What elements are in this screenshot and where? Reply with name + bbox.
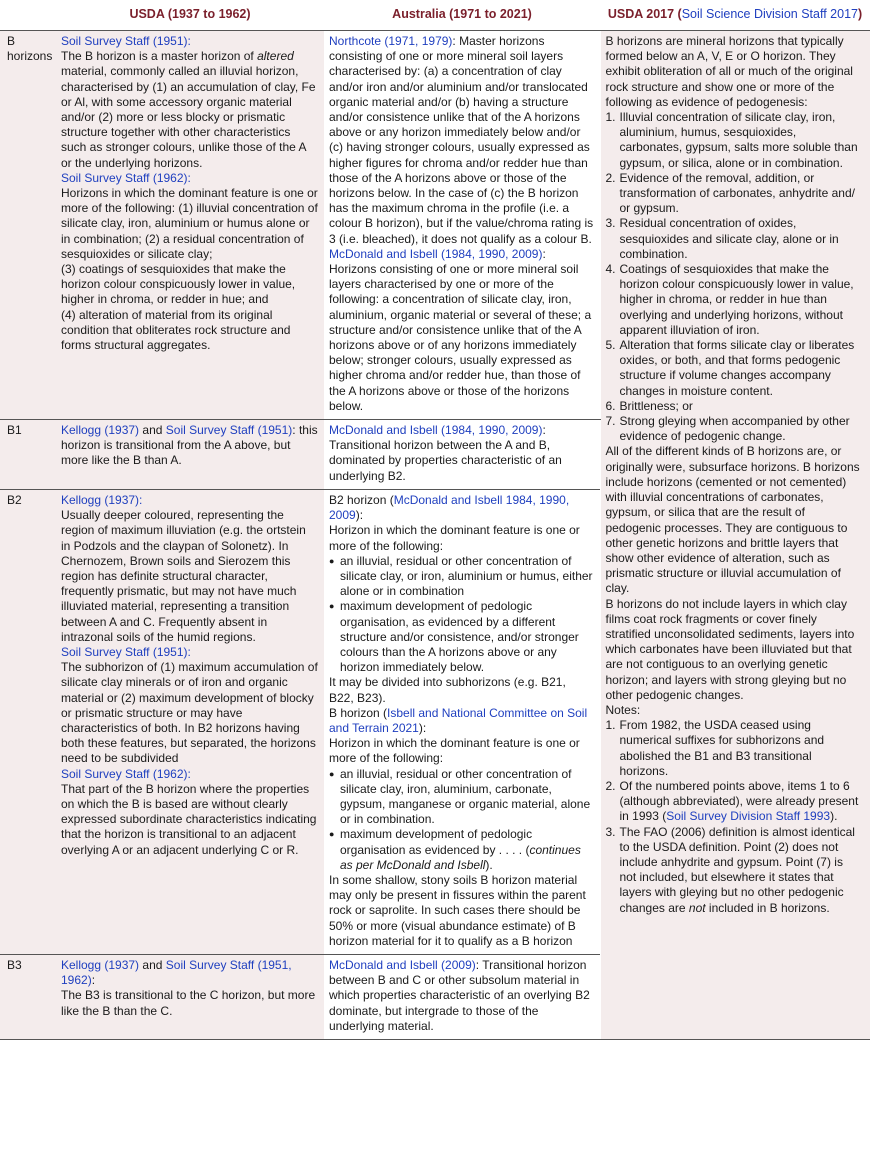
list-item: 4. Coatings of sesquioxides that make the horizon colour conspicuously lower in value, higher in chroma, or redder in hue than overlying and underlying horizons, without apparent illuviation of iron. [605, 262, 854, 337]
list-item: ● an illuvial, residual or other concentration of silicate clay, or iron, aluminium or humus, either alone or in combination [340, 554, 594, 600]
cell-aus-b1: McDonald and Isbell (1984, 1990, 2009): Transitional horizon between the A and B, dominated by properties characteristic of an underlying B2. [324, 420, 600, 490]
bullet-list [329, 767, 594, 873]
header-row [0, 0, 870, 31]
cell-aus-b: Northcote (1971, 1979): Master horizons consisting of one or more mineral soil layers characterised by: (a) a concentration of clay and/or iron and/or aluminium and/or translocated organic material and/or (b) having a structure and/or consistence unlike that of the A horizons above or any horizon immediately below and/or (c) having stronger colours, usually expressed as higher figures for chroma and/or redder hue than those of the A horizons above or those of the horizons below. In the case of (c) the B horizon has the maximum chroma in the profile (i.e. a colour B horizon), but if the value/chroma rating is 3 (i.e. bleached), it does not qualify as a colour B. McDonald and Isbell (1984, 1990, 2009): Horizons consisting of one or more mineral soil layers characterised by one or more of the following: a concentration of silicate clay, iron, aluminium, organic material or several of these; a structure and/or consistence unlike that of the A horizons above or of any horizons immediately below; stronger colours, usually expressed as higher chroma and/or redder hue, than those of the A horizons above or those of the horizons below. [324, 31, 600, 420]
list-item: ● an illuvial, residual or other concentration of silicate clay, iron, aluminium, carbonate, gypsum, manganese or organic material, alone or in combination. [340, 767, 594, 828]
cell-usda-b1: Kellogg (1937) and Soil Survey Staff (1951): this horizon is transitional from the A above, but more like the B than A. [56, 420, 324, 490]
citation-link[interactable]: Soil Survey Staff (1962): [61, 766, 191, 781]
list-item: 3. Residual concentration of oxides, sesquioxides and silicate clay, alone or in combination. [605, 216, 839, 261]
citation-link[interactable]: Soil Survey Division Staff 1993 [666, 809, 831, 824]
list-item: 5. Alteration that forms silicate clay or liberates oxides, or both, and that forms pedogenic structure if volume changes accompany changes in moisture content. [605, 338, 855, 398]
citation-link[interactable]: Northcote (1971, 1979) [329, 34, 453, 48]
cell-usda-b2: Kellogg (1937): Usually deeper coloured, representing the region of maximum illuviation (e.g. the ortstein in Podzols and the claypan of Solonetz). In Chernozem, Brown soils and Sierozem this region has definite structural character, frequently prismatic, but may not have much illuviated material, representing a transition between A and C. Frequently absent in intrazonal soils of the humid regions. Soil Survey Staff (1951): The subhorizon of (1) maximum accumulation of silicate clay minerals or of iron and organic material or (2) maximum development of blocky or prismatic structure or may have characteristics of both. In B2 horizons having both these features, but separated, the horizons need to be subdivided Soil Survey Staff (1962): That part of the B horizon where the properties on which the B is based are without clearly expressed subordinate characteristics indicating that the horizon is transitional to an adjacent overlying A or an adjacent underlying C or R. [56, 489, 324, 954]
row-label-b1: B1 [0, 420, 56, 490]
list-item: ● maximum development of pedologic organisation, as evidenced by a different structure and/or consistence, and/or stronger colours than the A horizons above or any horizon immediately below. [340, 599, 594, 675]
citation-link[interactable]: Kellogg (1937) [61, 957, 140, 972]
cell-usda-2017: B horizons are mineral horizons that typically formed below an A, V, E or O horizon. They exhibit obliteration of all or much of the original rock structure and show one or more of the following as evidence of pedogenesis: 1. Illuvial concentration of silicate clay, iron, aluminium, humus, sesquioxides, carbonates, gypsum, salts more soluble than gypsum, or silica, alone or in combination. 2. Evidence of the removal, addition, or transformation of carbonates, anhydrite and/ or gypsum. 3. Residual concentration of oxides, sesquioxides and silicate clay, alone or in combination. 4. Coatings of sesquioxides that make the horizon colour conspicuously lower in value, higher in chroma, or redder in hue than overlying and underlying horizons, without apparent illuviation of iron. 5. Alteration that forms silicate clay or liberates oxides, or both, and that forms pedogenic structure if volume changes accompany changes in moisture content. 6. Brittleness; or 7. Strong gleying when accompanied by other evidence of pedogenic change. All of the different kinds of B horizons are, or originally were, subsurface horizons. B horizons include horizons (cemented or not cemented) with illuvial concentrations of carbonates, gypsum, or silica that are the result of pedogenic processes. They are contiguous to other genetic horizons and brittle layers that show other evidence of alteration, such as prismatic structure or illuvial accumulation of clay. B horizons do not include layers in which clay films coat rock fragments or cover finely stratified unconsolidated sediments, layers into which carbonates have been illuviated but that are not contiguous to an overlying genetic horizon; and layers with strong gleying but no other pedogenic changes. Notes: 1. From 1982, the USDA ceased using numerical suffixes for subhorizons and abolished the B1 and B3 transitional horizons. 2. Of the numbered points above, items 1 to 6 (although abbreviated), were already present in 1993 (Soil Survey Division Staff 1993). 3. The FAO (2006) definition is almost identical to the USDA definition. Point (2) does not include anhydrite and gypsum. Point (7) is not included, but elsewhere it states that layers with gleying but no other pedogenic changes are not included in B horizons. [600, 31, 870, 1040]
citation-link[interactable]: Soil Survey Staff (1951): [61, 34, 191, 48]
citation-link[interactable]: Kellogg (1937) [61, 423, 140, 438]
cell-aus-b3: McDonald and Isbell (2009): Transitional horizon between B and C or other subsolum material in which properties characteristic of an overlying B2 dominate, but intergrade to those of the underlying material. [324, 954, 600, 1039]
cell-usda-b3: Kellogg (1937) and Soil Survey Staff (1951, 1962): The B3 is transitional to the C horizon, but more like the B than the C. [56, 954, 324, 1039]
header-usda-2017: USDA 2017 (Soil Science Division Staff 2017) [600, 0, 870, 31]
row-label-b: B horizons [0, 31, 56, 420]
citation-link[interactable]: McDonald and Isbell (1984, 1990, 2009) [329, 246, 543, 261]
header-usda-2017-cite[interactable]: Soil Science Division Staff 2017 [681, 7, 858, 22]
row-label-b2: B2 [0, 489, 56, 954]
citation-link[interactable]: McDonald and Isbell 1984, 1990, 2009 [329, 492, 570, 523]
list-item: 7. Strong gleying when accompanied by other evidence of pedogenic change. [605, 414, 850, 444]
list-item: 2. Of the numbered points above, items 1 to 6 (although abbreviated), were already present in 1993 (Soil Survey Division Staff 1993). [605, 778, 859, 824]
citation-link[interactable]: Isbell and National Committee on Soil and Terrain 2021 [329, 705, 588, 735]
list-item: 3. The FAO (2006) definition is almost identical to the USDA definition. Point (2) does not include anhydrite and gypsum. Point (7) is not included, but elsewhere it states that layers with gleying but no other pedogenic changes are not included in B horizons. [605, 824, 855, 915]
citation-link[interactable]: Soil Survey Staff (1951, 1962) [61, 957, 292, 988]
citation-link[interactable]: Soil Survey Staff (1951) [165, 423, 293, 438]
header-usda-1937: USDA (1937 to 1962) [56, 0, 324, 31]
header-australia: Australia (1971 to 2021) [324, 0, 600, 31]
notes-list [606, 718, 863, 916]
row-label-b3: B3 [0, 954, 56, 1039]
header-label-col [0, 0, 56, 31]
cell-usda-b: Soil Survey Staff (1951): The B horizon is a master horizon of altered material, commonly called an illuvial horizon, characterised by (1) an accumulation of clay, Fe or Al, with some accessory organic material and/or (2) more or less blocky or prismatic structure together with other characteristics such as stronger colours, unlike those of the A or the underlying horizons. Soil Survey Staff (1962): Horizons in which the dominant feature is one or more of the following: (1) illuvial concentration of silicate clay, iron, aluminium or humus alone or in combination; (2) a residual concentration of sesquioxides or silicate clay; (3) coatings of sesquioxides that make the horizon colour conspicuously lower in value, higher in chroma, or redder in hue; and (4) alteration of material from its original condition that obliterates rock structure and forms structural aggregates. [56, 31, 324, 420]
pedogenesis-evidence-list [606, 110, 863, 444]
citation-link[interactable]: Kellogg (1937): [61, 492, 143, 507]
list-item: 2. Evidence of the removal, addition, or transformation of carbonates, anhydrite and/ or gypsum. [605, 170, 855, 216]
bullet-list [329, 554, 594, 676]
list-item: 1. Illuvial concentration of silicate clay, iron, aluminium, humus, sesquioxides, carbonates, gypsum, salts more soluble than gypsum, or silica, alone or in combination. [605, 110, 858, 170]
citation-link[interactable]: Soil Survey Staff (1951): [61, 644, 191, 659]
citation-link[interactable]: McDonald and Isbell (1984, 1990, 2009) [329, 423, 543, 438]
cell-aus-b2: B2 horizon (McDonald and Isbell 1984, 1990, 2009): Horizon in which the dominant feature is one or more of the following: ● an illuvial, residual or other concentration of silicate clay, or iron, aluminium or humus, either alone or in combination ● maximum development of pedologic organisation, as evidenced by a different structure and/or consistence, and/or stronger colours than the A horizons above or any horizon immediately below. It may be divided into subhorizons (e.g. B21, B22, B23). B horizon (Isbell and National Committee on Soil and Terrain 2021): Horizon in which the dominant feature is one or more of the following: ● an illuvial, residual or other concentration of silicate clay, iron, aluminium, carbonate, gypsum, manganese or organic material, alone or in combination. ● maximum development of pedologic organisation as evidenced by . . . . (continues as per McDonald and Isbell). In some shallow, stony soils B horizon material may only be present in fissures within the parent rock or saprolite. In such cases there should be 50% or more (visual abundance estimate) of B horizon material for it to qualify as a B horizon [324, 489, 600, 954]
citation-link[interactable]: McDonald and Isbell (2009) [329, 957, 476, 972]
row-b-horizons [0, 31, 870, 420]
list-item: 6. Brittleness; or [605, 398, 693, 413]
citation-link[interactable]: Soil Survey Staff (1962): [61, 170, 191, 185]
list-item: 1. From 1982, the USDA ceased using numerical suffixes for subhorizons and abolished the B1 and B3 transitional horizons. [605, 718, 825, 778]
list-item: ● maximum development of pedologic organisation as evidenced by . . . . (continues as per McDonald and Isbell). [340, 827, 594, 873]
